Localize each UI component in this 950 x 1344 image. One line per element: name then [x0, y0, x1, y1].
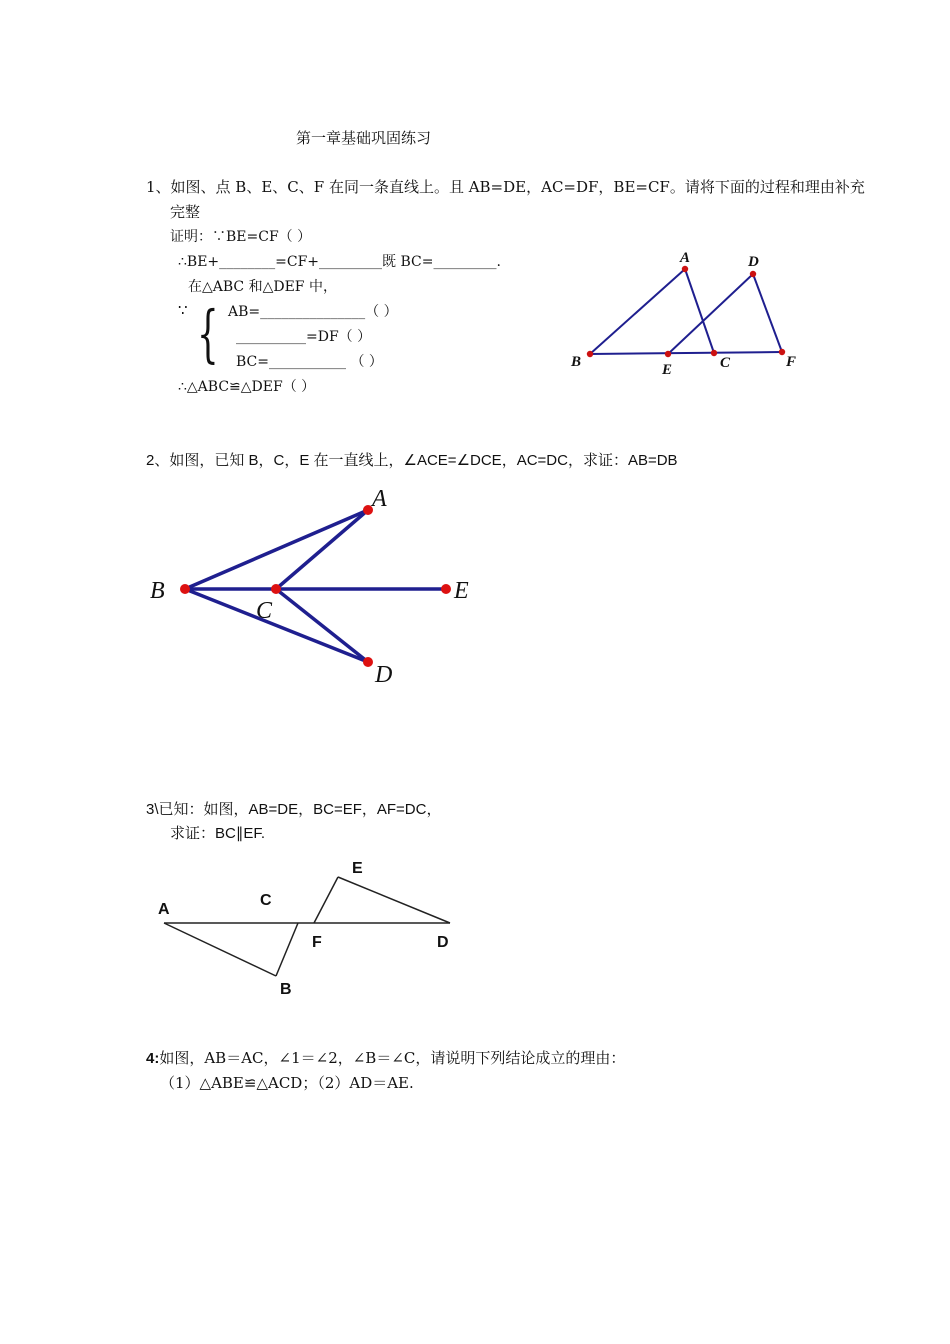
q2-text: 2、如图，已知 B，C，E 在一直线上，∠ACE=∠DCE，AC=DC，求证：AB=DB: [146, 452, 678, 469]
q3-label-a: A: [158, 901, 170, 918]
q4-line2: （1）△ABE≌△ACD；（2）AD＝AE.: [160, 1074, 414, 1092]
q1-step2: 在△ABC 和△DEF 中，: [188, 279, 337, 295]
q3-line2: 求证：BC∥EF.: [170, 825, 266, 842]
q2-label-b: B: [150, 578, 165, 604]
q1-label-d: D: [748, 254, 759, 270]
q1-proof-start: 证明：∵BE=CF（ ）: [170, 229, 312, 245]
q2-figure: [140, 480, 500, 695]
q1-cond1: AB=_______________（ ）: [228, 304, 398, 320]
q4-line1: [146, 1048, 625, 1069]
q1-label-e: E: [662, 362, 673, 378]
q2-label-d: D: [375, 662, 393, 688]
q2-label-a: A: [372, 486, 387, 512]
q4-text: 如图，AB＝AC，∠1＝∠2，∠B＝∠C，请说明下列结论成立的理由：: [159, 1049, 626, 1067]
page-title: 第一章基础巩固练习: [296, 129, 432, 147]
q1-because: ∵: [178, 301, 188, 319]
q3-label-f: F: [312, 934, 322, 951]
q1-label-a: A: [680, 250, 691, 266]
q1-step1: ∴BE+________=CF+_________既 BC=_________.: [178, 254, 501, 270]
q1-cond3: BC=___________ （ ）: [236, 354, 383, 370]
q1-label-c: C: [720, 355, 731, 371]
q4-number: 4:: [146, 1050, 160, 1067]
q3-label-b: B: [280, 981, 292, 998]
q1-label-b: B: [571, 354, 582, 370]
q3-label-d: D: [437, 934, 449, 951]
q1-cond2: __________=DF（ ）: [236, 329, 372, 345]
q1-conclusion: ∴△ABC≌△DEF（ ）: [178, 379, 316, 395]
q3-figure: [150, 850, 470, 1000]
q1-label-f: F: [786, 354, 797, 370]
q2-label-c: C: [256, 598, 273, 624]
q3-label-e: E: [352, 860, 363, 877]
q1-line2: 完整: [170, 203, 201, 221]
q1-figure: [560, 240, 820, 380]
q3-line1: 3\已知：如图，AB=DE，BC=EF，AF=DC，: [146, 801, 442, 818]
q1-brace: {: [197, 297, 219, 370]
q2-label-e: E: [454, 578, 469, 604]
q1-line1: 1、如图、点 B、E、C、F 在同一条直线上。且 AB=DE，AC=DF，BE=CF。请将下面的过程和理由补充: [146, 178, 865, 196]
q3-label-c: C: [260, 892, 272, 909]
